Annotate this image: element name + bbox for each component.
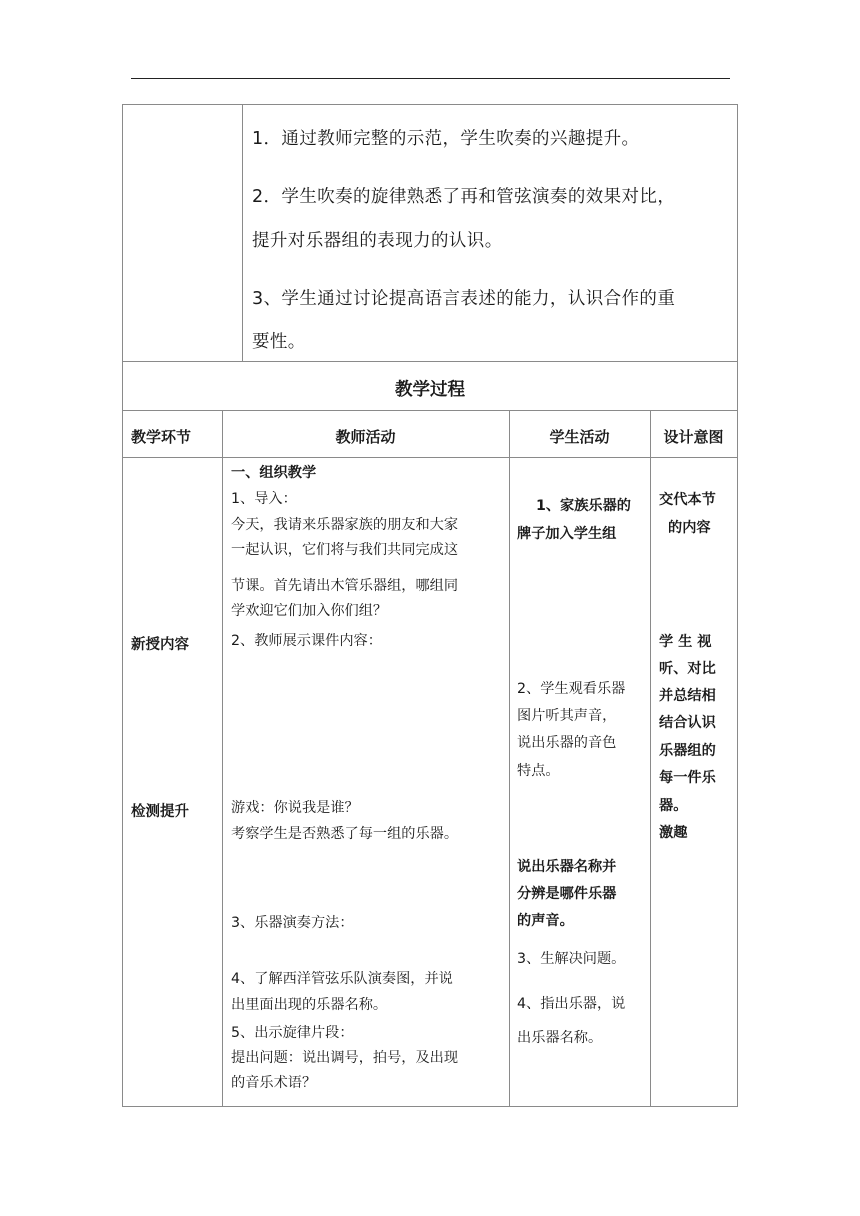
header-student-activity: 学生活动 [549, 428, 610, 446]
teacher-line: 4、了解西洋管弦乐队演奏图，并说 [231, 971, 453, 987]
goal-2-line-1: 2．学生吹奏的旋律熟悉了再和管弦演奏的效果对比， [252, 187, 676, 207]
student-line: 牌子加入学生组 [517, 526, 617, 542]
student-line: 分辨是哪件乐器 [517, 886, 617, 902]
student-line: 2、学生观看乐器 [517, 681, 626, 697]
header-design-intent: 设计意图 [663, 428, 724, 446]
goal-1: 1．通过教师完整的示范，学生吹奏的兴趣提升。 [252, 129, 640, 149]
teacher-line: 3、乐器演奏方法： [231, 915, 354, 931]
goal-3-line-1: 3、学生通过讨论提高语言表述的能力，认识合作的重 [252, 289, 676, 309]
design-line: 交代本节 [659, 492, 716, 508]
teacher-line: 1、导入： [231, 491, 297, 507]
design-line: 学 生 视 [659, 634, 712, 650]
teacher-line: 考察学生是否熟悉了每一组的乐器。 [231, 826, 459, 842]
teacher-line: 的音乐术语？ [231, 1075, 317, 1091]
teacher-line: 游戏：你说我是谁？ [231, 800, 359, 816]
student-line: 说出乐器名称并 [517, 859, 617, 875]
teacher-line: 出里面出现的乐器名称。 [231, 997, 388, 1013]
design-line: 结合认识 [659, 715, 716, 731]
teacher-line: 提出问题：说出调号，拍号，及出现 [231, 1050, 459, 1066]
goal-3-line-2: 要性。 [252, 332, 306, 352]
design-line: 器。 [659, 798, 688, 814]
student-line: 说出乐器的音色 [517, 735, 617, 751]
teacher-line: 节课。首先请出木管乐器组，哪组同 [231, 578, 459, 594]
design-line: 听、对比 [659, 661, 716, 677]
teacher-line: 一起认识，它们将与我们共同完成这 [231, 542, 459, 558]
student-line: 1、家族乐器的 [536, 498, 631, 514]
student-line: 特点。 [517, 763, 560, 779]
teacher-line: 学欢迎它们加入你们组？ [231, 603, 388, 619]
teacher-line: 一、组织教学 [231, 465, 317, 481]
teacher-line: 5、出示旋律片段： [231, 1025, 354, 1041]
design-line: 每一件乐 [659, 770, 716, 786]
teacher-line: 2、教师展示课件内容： [231, 633, 382, 649]
design-line: 激趣 [659, 825, 688, 841]
design-line: 的内容 [668, 520, 711, 536]
header-teacher-activity: 教师活动 [335, 428, 396, 446]
teacher-line: 今天，我请来乐器家族的朋友和大家 [231, 517, 459, 533]
design-line: 乐器组的 [659, 743, 716, 759]
student-line: 4、指出乐器，说 [517, 996, 626, 1012]
student-line: 图片听其声音， [517, 708, 617, 724]
goal-2-line-2: 提升对乐器组的表现力的认识。 [252, 231, 503, 251]
student-line: 的声音。 [517, 913, 574, 929]
header-stage: 教学环节 [131, 428, 192, 446]
process-title: 教学过程 [395, 380, 465, 400]
section-new-content: 新授内容 [131, 637, 189, 653]
student-line: 3、生解决问题。 [517, 951, 626, 967]
design-line: 并总结相 [659, 688, 716, 704]
page-header-rule [131, 78, 730, 79]
student-line: 出乐器名称。 [517, 1030, 603, 1046]
section-assessment: 检测提升 [131, 804, 189, 820]
